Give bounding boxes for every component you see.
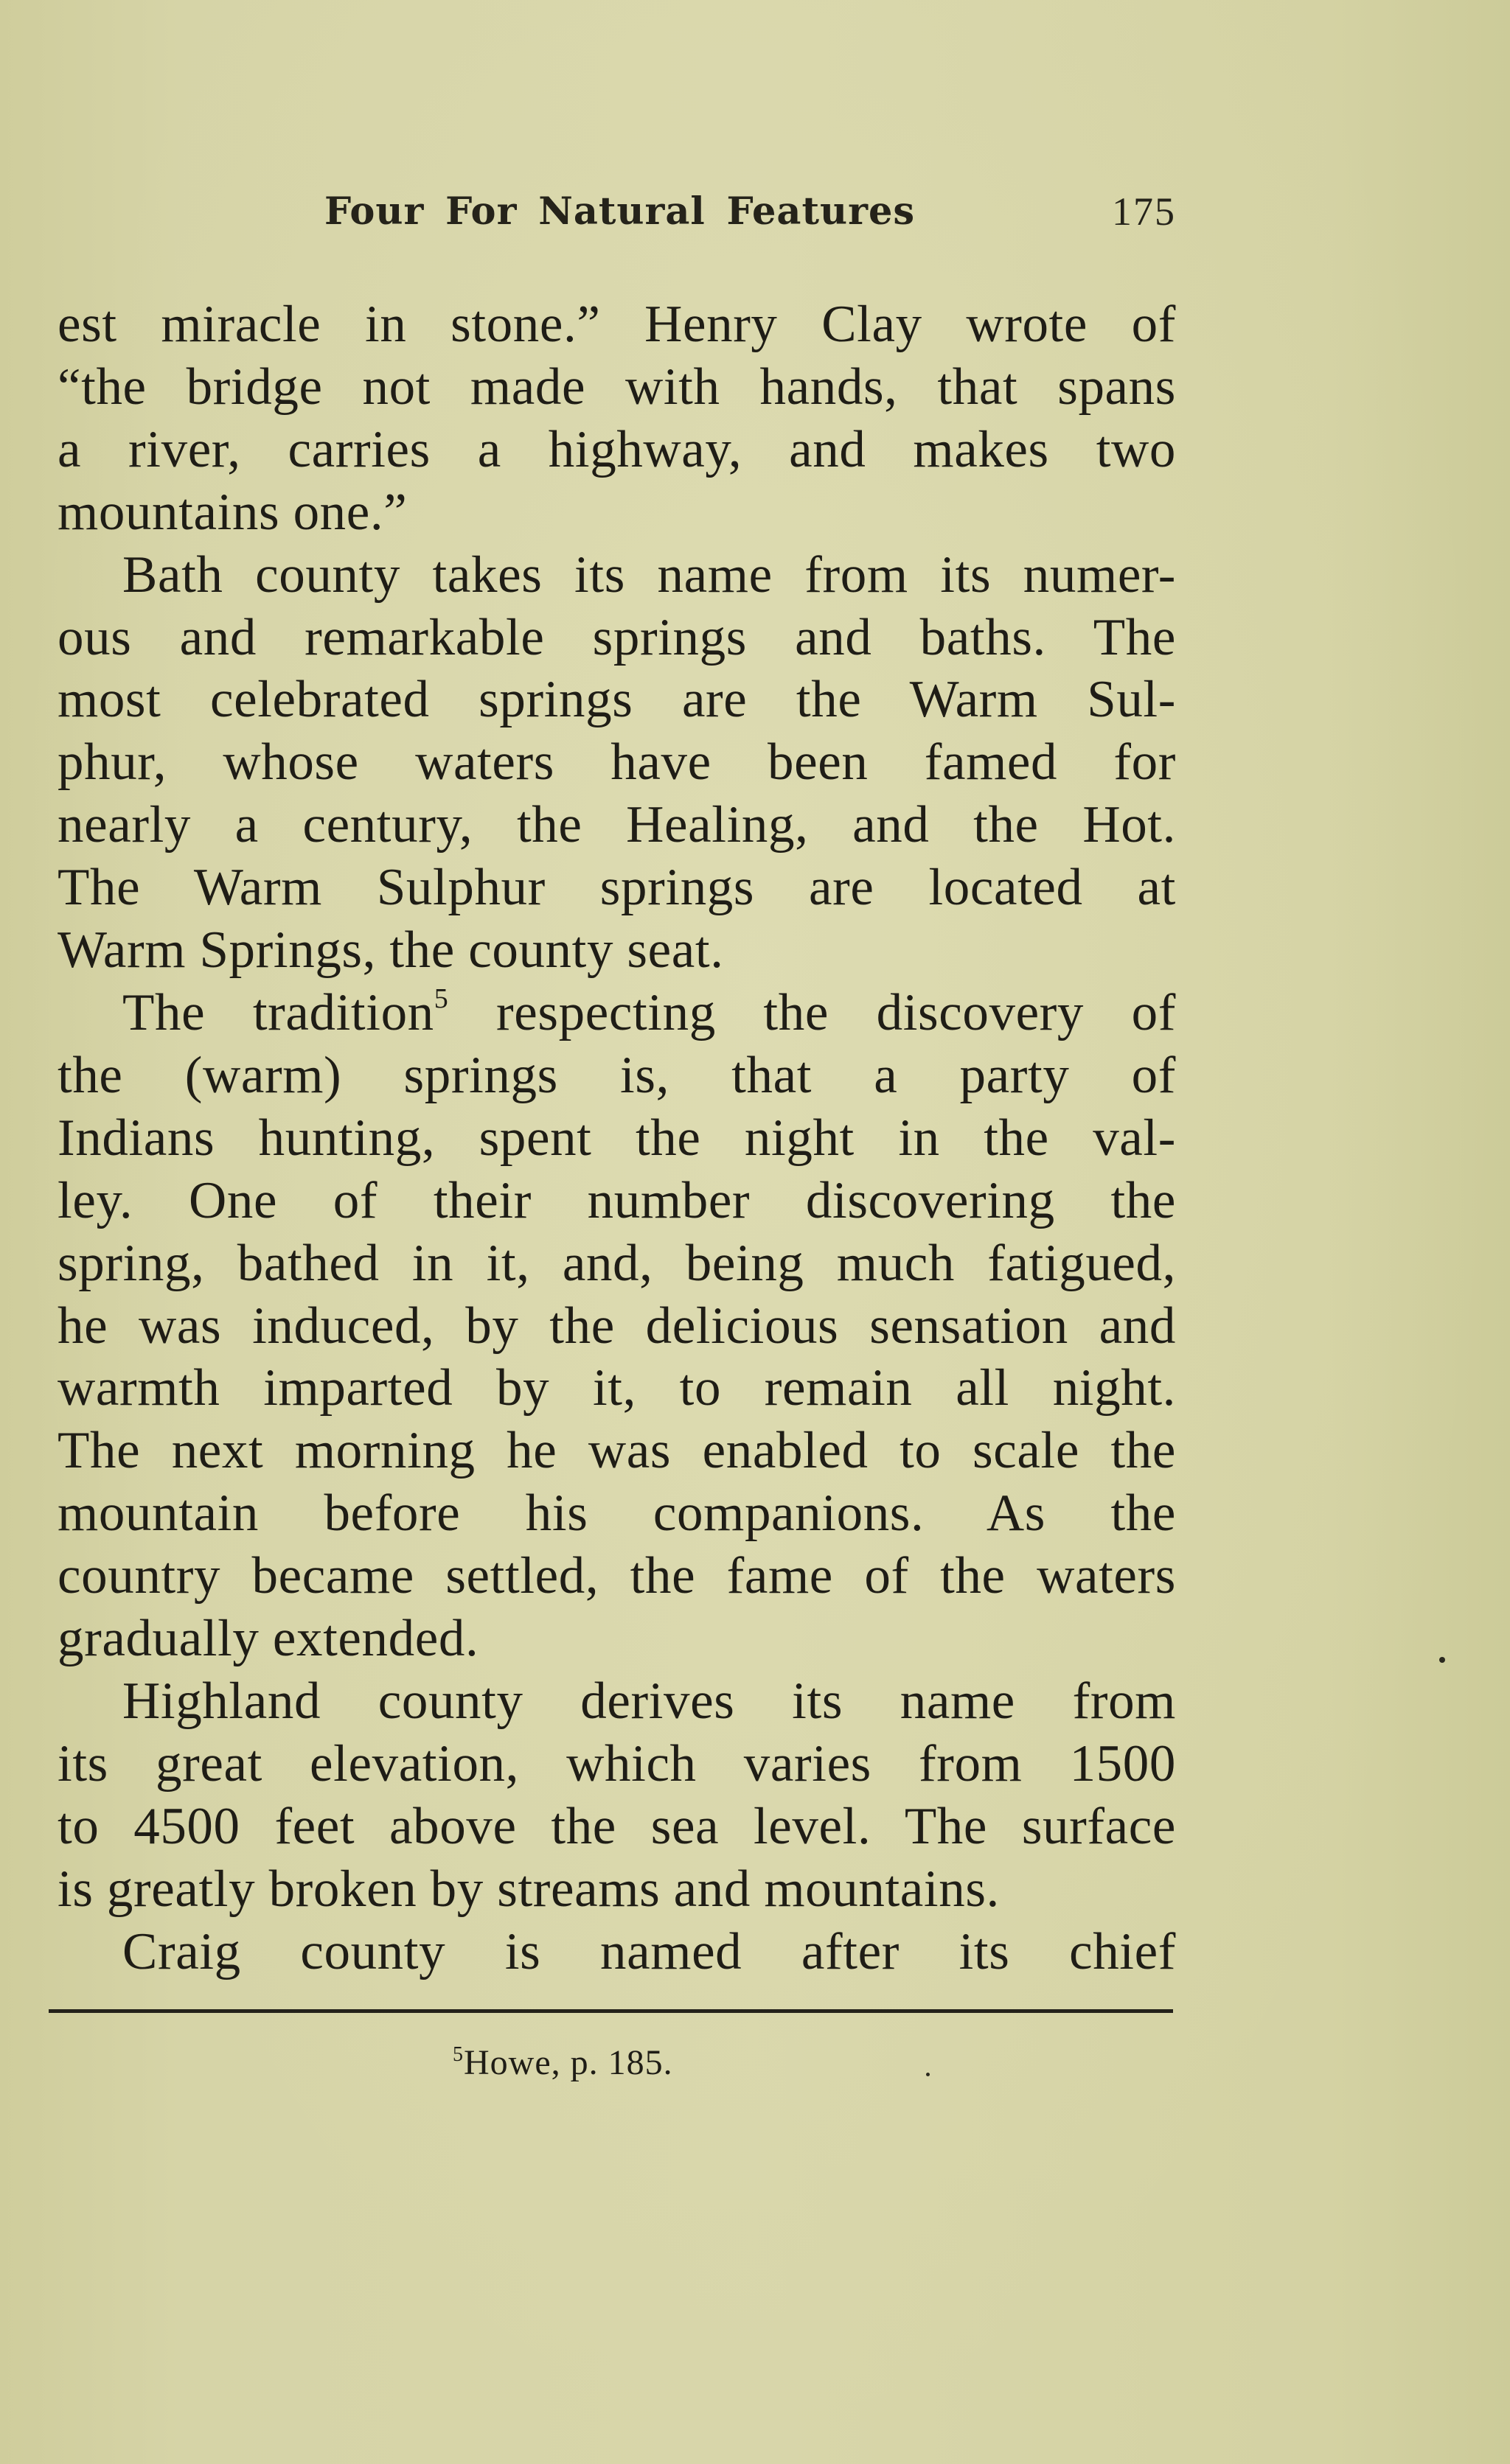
footnote-mark: 5 — [453, 2043, 464, 2066]
footnote-rule — [49, 2009, 1173, 2013]
text-line: est miracle in stone.” Henry Clay wrote of — [58, 296, 1176, 353]
text-line: “the bridge not made with hands, that spans — [58, 357, 1176, 416]
text-line: mountains one.” — [58, 483, 408, 541]
text-line: Bath county takes its name from its numer- — [122, 545, 1176, 604]
text-line-rest: respecting the discovery of — [496, 983, 1176, 1041]
text-line: phur, whose waters have been famed for — [58, 733, 1176, 792]
text-line: most celebrated springs are the Warm Sul- — [58, 671, 1176, 729]
body-text — [58, 293, 1176, 1983]
footnote — [453, 2031, 673, 2087]
print-speck — [926, 2073, 930, 2076]
footnote-reference: 5 — [434, 983, 449, 1014]
text-line: country became settled, the fame of the waters — [58, 1547, 1176, 1605]
text-line: to 4500 feet above the sea level. The surface — [58, 1797, 1176, 1855]
tradition-word: The tradition — [122, 983, 434, 1041]
print-speck — [1439, 1657, 1445, 1663]
text-line: warmth imparted by it, to remain all night. — [58, 1359, 1176, 1417]
text-line: a river, carries a highway, and makes two — [58, 420, 1176, 478]
text-line: The next morning he was enabled to scale the — [58, 1422, 1176, 1480]
text-line: he was induced, by the delicious sensation and — [58, 1296, 1176, 1355]
footnote-text: Howe, p. 185. — [464, 2043, 673, 2082]
text-line: Indians hunting, spent the night in the val- — [58, 1109, 1176, 1167]
text-line: gradually extended. — [58, 1610, 479, 1668]
text-line: the (warm) springs is, that a party of — [58, 1046, 1176, 1104]
text-line: spring, bathed in it, and, being much fatigued, — [58, 1234, 1176, 1292]
running-title: Four For Natural Features — [324, 189, 916, 234]
text-line: Warm Springs, the county seat. — [58, 921, 724, 980]
text-line-with-footnote — [58, 982, 1176, 1044]
text-line: ley. One of their number discovering the — [58, 1171, 1176, 1229]
page-number: 175 — [1112, 189, 1176, 234]
text-line: mountain before his companions. As the — [58, 1484, 1176, 1543]
running-head — [324, 186, 1176, 237]
text-line: its great elevation, which varies from 1500 — [58, 1734, 1176, 1793]
text-line: ous and remarkable springs and baths. The — [58, 608, 1176, 666]
text-line: Craig county is named after its chief — [122, 1922, 1176, 1980]
text-line: nearly a century, the Healing, and the Hot. — [58, 796, 1176, 854]
text-line: The Warm Sulphur springs are located at — [58, 859, 1176, 917]
text-line: is greatly broken by streams and mountains. — [58, 1860, 1000, 1918]
text-line: Highland county derives its name from — [122, 1672, 1176, 1730]
